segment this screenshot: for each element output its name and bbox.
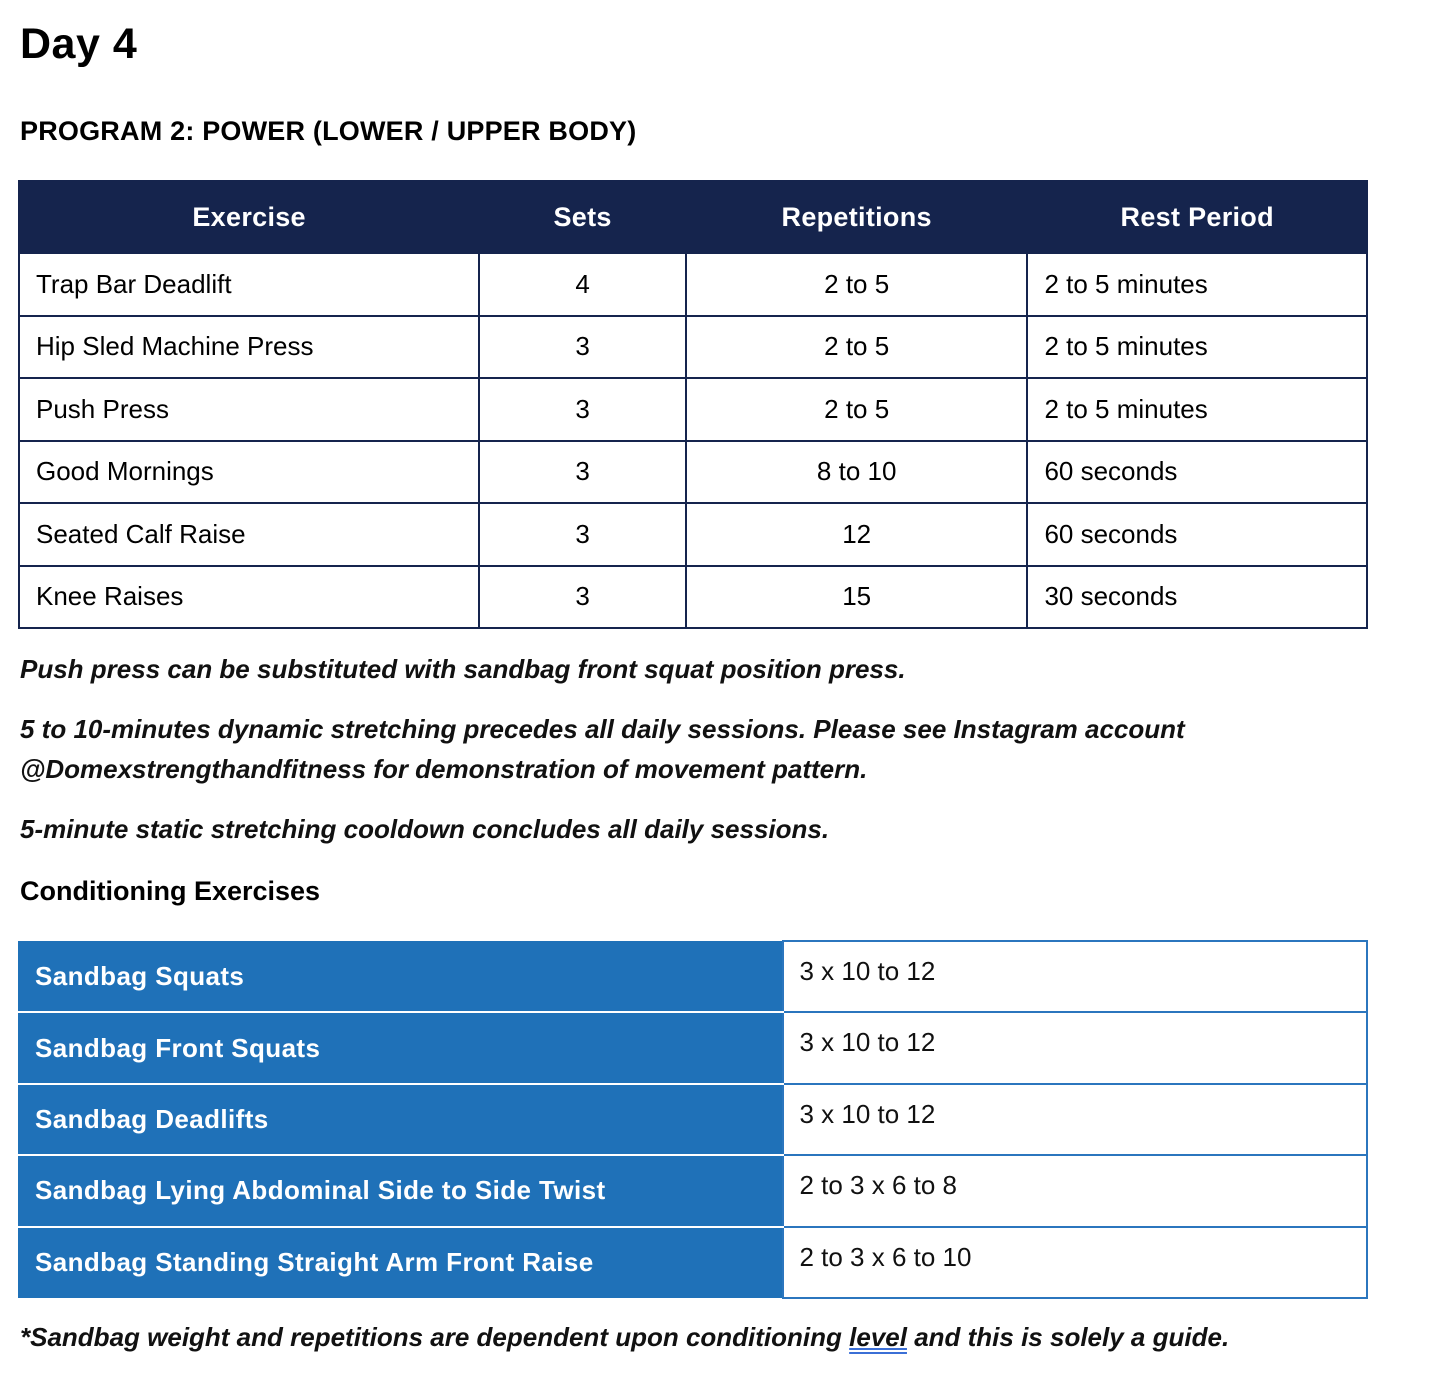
reps-cell: 2 to 5 [686, 316, 1028, 379]
conditioning-prescription: 3 x 10 to 12 [783, 1012, 1367, 1083]
warmup-note: 5 to 10-minutes dynamic stretching precedes all daily sessions. Please see Instagram account @Domexstrengthandfitness for demonstration of movement pattern. [20, 714, 1185, 784]
conditioning-table [18, 940, 1368, 1299]
conditioning-prescription: 3 x 10 to 12 [783, 1084, 1367, 1155]
sets-cell: 3 [479, 441, 686, 504]
exercise-cell: Trap Bar Deadlift [19, 253, 479, 316]
reps-cell: 2 to 5 [686, 378, 1028, 441]
table-row [19, 441, 1367, 504]
sets-cell: 3 [479, 503, 686, 566]
table-row [18, 941, 1367, 1012]
conditioning-exercise: Sandbag Lying Abdominal Side to Side Twist [18, 1155, 783, 1226]
reps-cell: 12 [686, 503, 1028, 566]
rest-cell: 2 to 5 minutes [1027, 378, 1367, 441]
exercise-cell: Seated Calf Raise [19, 503, 479, 566]
table-row [19, 378, 1367, 441]
header-repetitions: Repetitions [686, 181, 1028, 253]
reps-cell: 8 to 10 [686, 441, 1028, 504]
conditioning-exercise: Sandbag Front Squats [18, 1012, 783, 1083]
table-row [18, 1084, 1367, 1155]
reps-cell: 2 to 5 [686, 253, 1028, 316]
rest-cell: 2 to 5 minutes [1027, 316, 1367, 379]
table-row [19, 503, 1367, 566]
sets-cell: 3 [479, 378, 686, 441]
header-sets: Sets [479, 181, 686, 253]
header-exercise: Exercise [19, 181, 479, 253]
rest-cell: 30 seconds [1027, 566, 1367, 629]
spellcheck-flagged-word[interactable]: level [849, 1322, 907, 1352]
conditioning-exercise: Sandbag Standing Straight Arm Front Raise [18, 1227, 783, 1298]
substitution-note: Push press can be substituted with sandbag front squat position press. [20, 654, 906, 684]
conditioning-prescription: 2 to 3 x 6 to 8 [783, 1155, 1367, 1226]
conditioning-title: Conditioning Exercises [20, 876, 321, 906]
table-row [18, 1012, 1367, 1083]
footnote [20, 1322, 1229, 1353]
exercise-cell: Push Press [19, 378, 479, 441]
day-title: Day 4 [20, 20, 138, 68]
exercise-cell: Knee Raises [19, 566, 479, 629]
table-row [19, 566, 1367, 629]
cooldown-note: 5-minute static stretching cooldown concludes all daily sessions. [20, 814, 830, 844]
conditioning-prescription: 3 x 10 to 12 [783, 941, 1367, 1012]
program-table [18, 180, 1368, 629]
sets-cell: 4 [479, 253, 686, 316]
table-row [18, 1155, 1367, 1226]
conditioning-exercise: Sandbag Squats [18, 941, 783, 1012]
footnote-text-after: and this is solely a guide. [906, 1322, 1230, 1352]
table-header-row [19, 181, 1367, 253]
header-rest-period: Rest Period [1027, 181, 1367, 253]
conditioning-exercise: Sandbag Deadlifts [18, 1084, 783, 1155]
table-row [19, 253, 1367, 316]
program-title: PROGRAM 2: POWER (LOWER / UPPER BODY) [20, 116, 637, 146]
sets-cell: 3 [479, 316, 686, 379]
exercise-cell: Hip Sled Machine Press [19, 316, 479, 379]
rest-cell: 60 seconds [1027, 503, 1367, 566]
sets-cell: 3 [479, 566, 686, 629]
table-row [19, 316, 1367, 379]
rest-cell: 60 seconds [1027, 441, 1367, 504]
conditioning-prescription: 2 to 3 x 6 to 10 [783, 1227, 1367, 1298]
table-row [18, 1227, 1367, 1298]
rest-cell: 2 to 5 minutes [1027, 253, 1367, 316]
footnote-text-before: *Sandbag weight and repetitions are dependent upon conditioning [20, 1322, 850, 1352]
exercise-cell: Good Mornings [19, 441, 479, 504]
reps-cell: 15 [686, 566, 1028, 629]
